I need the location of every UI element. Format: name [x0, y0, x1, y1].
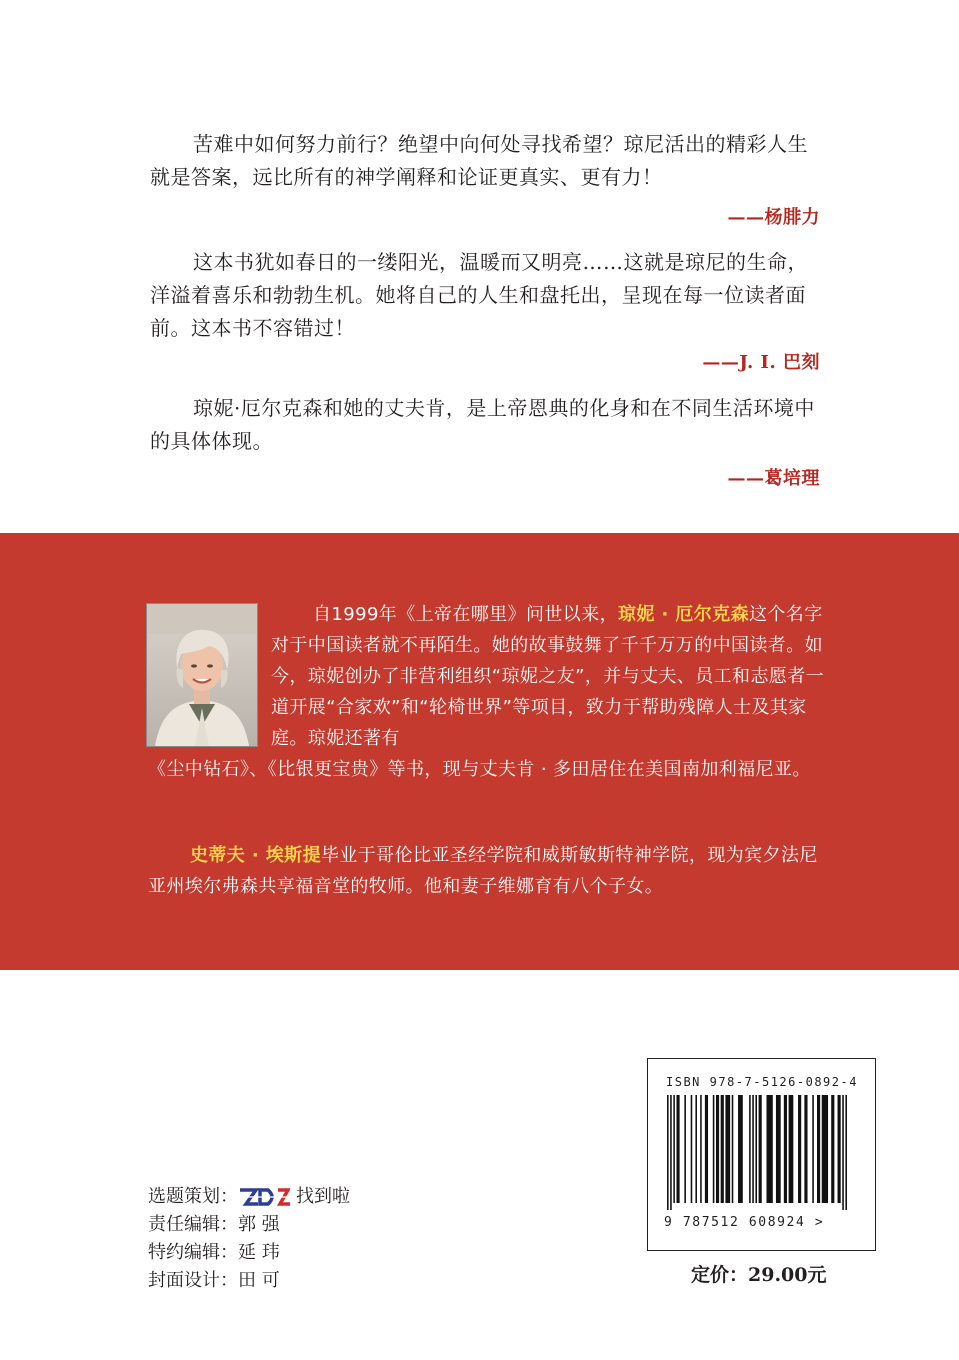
credit-row	[148, 1239, 350, 1267]
barcode-bar	[670, 1095, 672, 1210]
author-bio	[271, 599, 831, 754]
author-portrait	[146, 603, 258, 747]
barcode-bar	[766, 1095, 772, 1203]
barcode-bar	[822, 1095, 828, 1203]
endorsement-attribution-2: ——J. I. 巴刻	[702, 352, 820, 373]
barcode-bar	[755, 1095, 757, 1203]
credit-row	[148, 1267, 350, 1295]
barcode-bar	[789, 1095, 794, 1203]
barcode-bar	[838, 1095, 841, 1203]
barcode-bar	[700, 1095, 702, 1203]
credit-row	[148, 1183, 350, 1211]
endorsement-text-1: 苦难中如何努力前行？绝望中向何处寻找希望？琼尼活出的精彩人生就是答案，远比所有的神学阐释和论证更真实、更有力！	[150, 132, 808, 189]
endorsement-attribution-3: ——葛培理	[727, 468, 820, 489]
credit-label: 封面设计：	[148, 1270, 238, 1291]
credit-label: 责任编辑：	[148, 1214, 238, 1235]
barcode-bar	[676, 1095, 679, 1203]
portrait-image	[147, 604, 257, 746]
barcode-bar	[804, 1095, 807, 1203]
barcode-bar	[705, 1095, 708, 1203]
barcode-graphic	[664, 1095, 850, 1210]
barcode-bar	[776, 1095, 781, 1203]
author-name: 琼妮 · 厄尔克森	[618, 604, 749, 625]
price-label: 定价：29.00元	[691, 1264, 827, 1286]
credit-value: 田 可	[238, 1270, 280, 1291]
endorsement-text-2: 这本书犹如春日的一缕阳光，温暖而又明亮……这就是琼尼的生命，洋溢着喜乐和勃勃生机。她将自己的人生和盘托出，呈现在每一位读者面前。这本书不容错过！	[150, 250, 808, 340]
credit-label: 特约编辑：	[148, 1242, 238, 1263]
author-bio-text-a: 这个名字对于中国读者就不再陌生。她的故事鼓舞了千千万万的中国读者。如今，琼妮创办了非营利组织“琼妮之友”，并与丈夫、员工和志愿者一道开展“合家欢”和“轮椅世界”等项目，致力于帮助残障人士及其家庭。琼妮还著有	[271, 604, 825, 749]
coauthor-bio-text: 毕业于哥伦比亚圣经学院和威斯敏斯特神学院，现为宾夕法尼亚州埃尔弗森共享福音堂的牧师。他和妻子维娜育有八个子女。	[148, 845, 818, 897]
author-bio-continued: 《尘中钻石》、《比银更宝贵》等书，现与丈夫肯 · 多田居住在美国南加利福尼亚。	[148, 759, 811, 780]
barcode-bar	[817, 1095, 820, 1203]
publisher-logo-icon	[238, 1186, 290, 1208]
barcode-bar	[725, 1095, 730, 1203]
barcode-bar	[784, 1095, 787, 1203]
endorsement-text-3: 琼妮·厄尔克森和她的丈夫肯，是上帝恩典的化身和在不同生活环境中的具体体现。	[150, 396, 815, 453]
barcode-bar	[713, 1095, 715, 1203]
barcode-bar	[842, 1095, 844, 1210]
credit-value: 延 玮	[238, 1242, 280, 1263]
isbn-barcode-box	[647, 1058, 876, 1251]
barcode-bar	[721, 1095, 724, 1203]
credit-value: 郭 强	[238, 1214, 280, 1235]
endorsement-attribution-1: ——杨腓力	[727, 207, 820, 228]
author-bio-intro: 自1999年《上帝在哪里》问世以来，	[313, 604, 619, 625]
coauthor-name: 史蒂夫 · 埃斯提	[190, 845, 321, 866]
credit-label: 选题策划：	[148, 1186, 238, 1207]
coauthor-bio	[148, 840, 830, 902]
barcode-bar	[831, 1095, 834, 1203]
barcode-bar	[673, 1095, 675, 1203]
credits-list	[148, 1183, 350, 1295]
barcode-bar	[716, 1095, 719, 1203]
isbn-digits: 9 787512 608924 >	[664, 1215, 825, 1230]
barcode-bar	[749, 1095, 751, 1203]
barcode-bar	[695, 1095, 697, 1203]
isbn-text: ISBN 978-7-5126-0892-4	[666, 1075, 858, 1089]
credit-value: 找到啦	[296, 1186, 350, 1207]
barcode-bar	[752, 1095, 754, 1203]
barcode-bar	[798, 1095, 801, 1203]
barcode-bar	[845, 1095, 847, 1210]
credit-row	[148, 1211, 350, 1239]
barcode-bar	[738, 1095, 743, 1203]
barcode-bar	[667, 1095, 669, 1210]
barcode-bar	[691, 1095, 693, 1203]
barcode-bar	[684, 1095, 686, 1203]
barcode-bar	[812, 1095, 814, 1203]
barcode-bar	[759, 1095, 762, 1203]
barcode-bar	[732, 1095, 734, 1203]
